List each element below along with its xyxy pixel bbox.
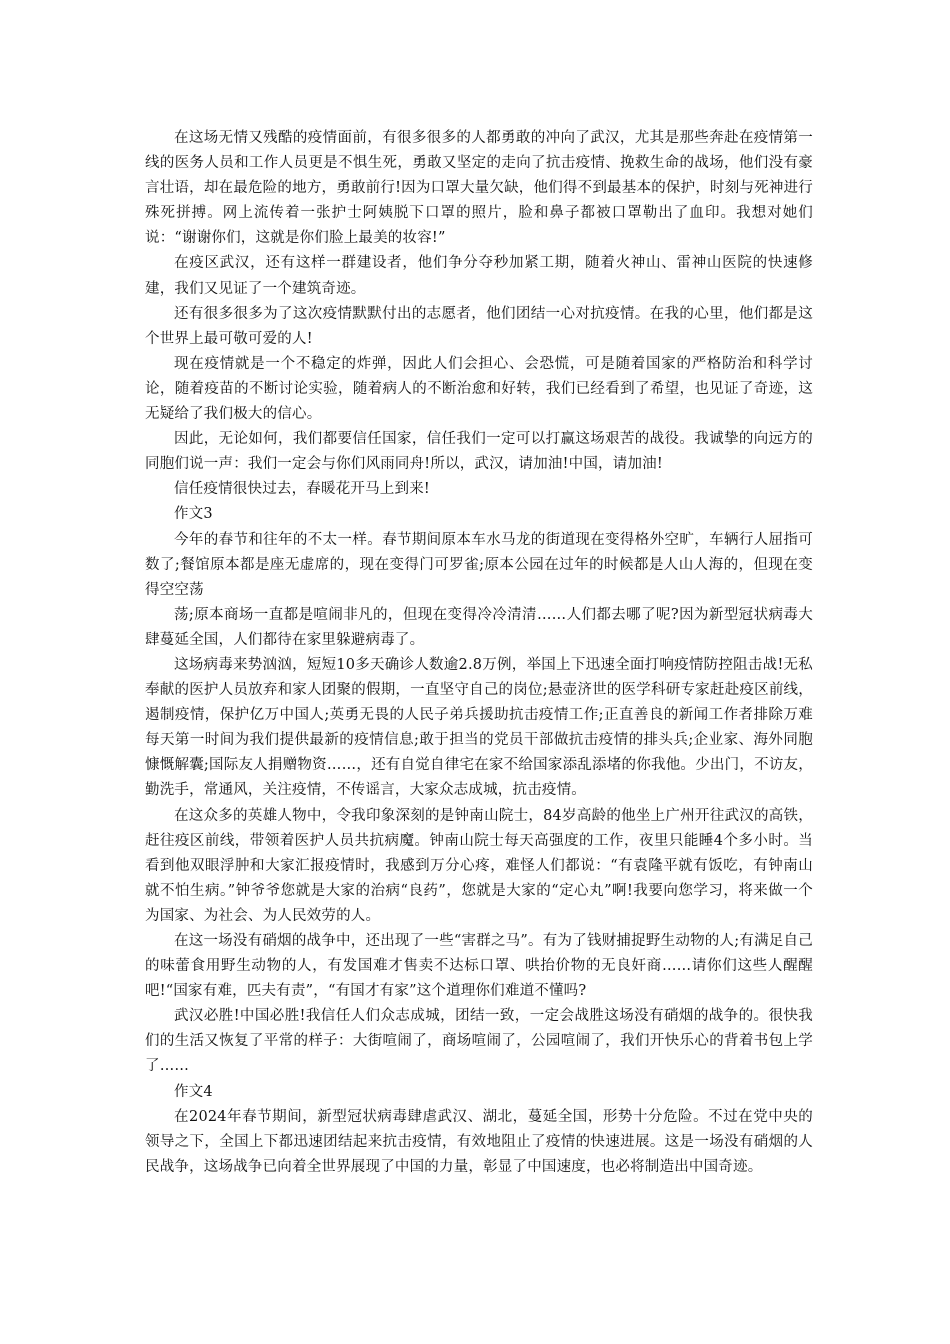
essay-4-heading: 作文4 <box>174 1083 213 1100</box>
paragraph-spring: 信任疫情很快过去，春暖花开马上到来! <box>174 481 430 498</box>
paragraph-wuhan-victory: 武汉必胜!中国必胜!我信任人们众志成城，团结一致，一定会战胜这场没有硝烟的战争的。很快我们的生活又恢复了平常的样子：大街喧闹了，商场喧闹了，公园喧闹了，我们开快乐心的背着书包上学了…… <box>145 1008 813 1075</box>
paragraph-medical-workers: 在这场无情又残酷的疫情面前，有很多很多的人都勇敢的冲向了武汉，尤其是那些奔赴在疫情第一线的医务人员和工作人员更是不惧生死，勇敢又坚定的走向了抗击疫情、挽救生命的战场，他们没有豪言壮语，却在最危险的地方，勇敢前行!因为口罩大量欠缺，他们得不到最基本的保护，时刻与死神进行殊死拼搏。网上流传着一张护士阿姨脱下口罩的照片，脸和鼻子都被口罩勒出了血印。我想对她们说：“谢谢你们，这就是你们脸上最美的妆容!” <box>145 130 813 247</box>
paragraph-hope: 现在疫情就是一个不稳定的炸弹，因此人们会担心、会恐慌，可是随着国家的严格防治和科学讨论，随着疫苗的不断讨论实验，随着病人的不断治愈和好转，我们已经看到了希望，也见证了奇迹，这无疑给了我们极大的信心。 <box>145 355 813 423</box>
paragraph-zhong-nanshan: 在这众多的英雄人物中，令我印象深刻的是钟南山院士，84岁高龄的他坐上广州开往武汉的高铁，赶往疫区前线，带领着医护人员共抗病魔。钟南山院士每天高强度的工作，夜里只能睡4个多小时。当看到他双眼浮肿和大家汇报疫情时，我感到万分心疼，难怪人们都说：“有袁隆平就有饭吃，有钟南山就不怕生病。”钟爷爷您就是大家的治病“良药”，您就是大家的“定心丸”啊!我要向您学习，将来做一个为国家、为社会、为人民效劳的人。 <box>145 807 813 924</box>
paragraph-builders: 在疫区武汉，还有这样一群建设者，他们争分夺秒加紧工期，随着火神山、雷神山医院的快速修建，我们又见证了一个建筑奇迹。 <box>145 255 813 297</box>
paragraph-black-sheep: 在这一场没有硝烟的战争中，还出现了一些“害群之马”。有为了钱财捕捉野生动物的人;有满足自己的味蕾食用野生动物的人，有发国难才售卖不达标口罩、哄抬价物的无良奸商……请你们这些人醒醒吧!“国家有难，匹夫有责”，“有国才有家”这个道理你们难道不懂吗? <box>145 933 813 1000</box>
paragraph-peoples-war: 在2024年春节期间，新型冠状病毒肆虐武汉、湖北，蔓延全国，形势十分危险。不过在党中央的领导之下，全国上下都迅速团结起来抗击疫情，有效地阻止了疫情的快速进展。这是一场没有硝烟的人民战争，这场战争已向着全世界展现了中国的力量，彰显了中国速度，也必将制造出中国奇迹。 <box>145 1108 813 1175</box>
essay-3-heading: 作文3 <box>174 506 213 523</box>
paragraph-trust-nation: 因此，无论如何，我们都要信任国家，信任我们一定可以打赢这场艰苦的战役。我诚挚的向远方的同胞们说一声：我们一定会与你们风雨同舟!所以，武汉，请加油!中国，请加油! <box>145 431 813 473</box>
paragraph-empty-streets: 荡;原本商场一直都是喧闹非凡的，但现在变得冷冷清清……人们都去哪了呢?因为新型冠状病毒大肆蔓延全国，人们都待在家里躲避病毒了。 <box>145 606 813 648</box>
paragraph-volunteers: 还有很多很多为了这次疫情默默付出的志愿者，他们团结一心对抗疫情。在我的心里，他们都是这个世界上最可敬可爱的人! <box>145 305 813 347</box>
paragraph-epidemic-fight: 这场病毒来势汹汹，短短10多天确诊人数逾2.8万例，举国上下迅速全面打响疫情防控阻击战!无私奉献的医护人员放弃和家人团聚的假期，一直坚守自己的岗位;悬壶济世的医学科研专家赶赴疫区前线，遏制疫情，保护亿万中国人;英勇无畏的人民子弟兵援助抗击疫情工作;正直善良的新闻工作者排除万难每天第一时间为我们提供最新的疫情信息;敢于担当的党员干部做抗击疫情的排头兵;企业家、海外同胞慷慨解囊;国际友人捐赠物资……，还有自觉自律宅在家不给国家添乱添堵的你我他。少出门，不访友，勤洗手，常通风，关注疫情，不传谣言，大家众志成城，抗击疫情。 <box>145 656 813 799</box>
document-body <box>145 126 813 1180</box>
paragraph-spring-festival: 今年的春节和往年的不太一样。春节期间原本车水马龙的街道现在变得格外空旷，车辆行人屈指可数了;餐馆原本都是座无虚席的，现在变得门可罗雀;原本公园在过年的时候都是人山人海的，但现在变得空空荡 <box>145 531 813 598</box>
